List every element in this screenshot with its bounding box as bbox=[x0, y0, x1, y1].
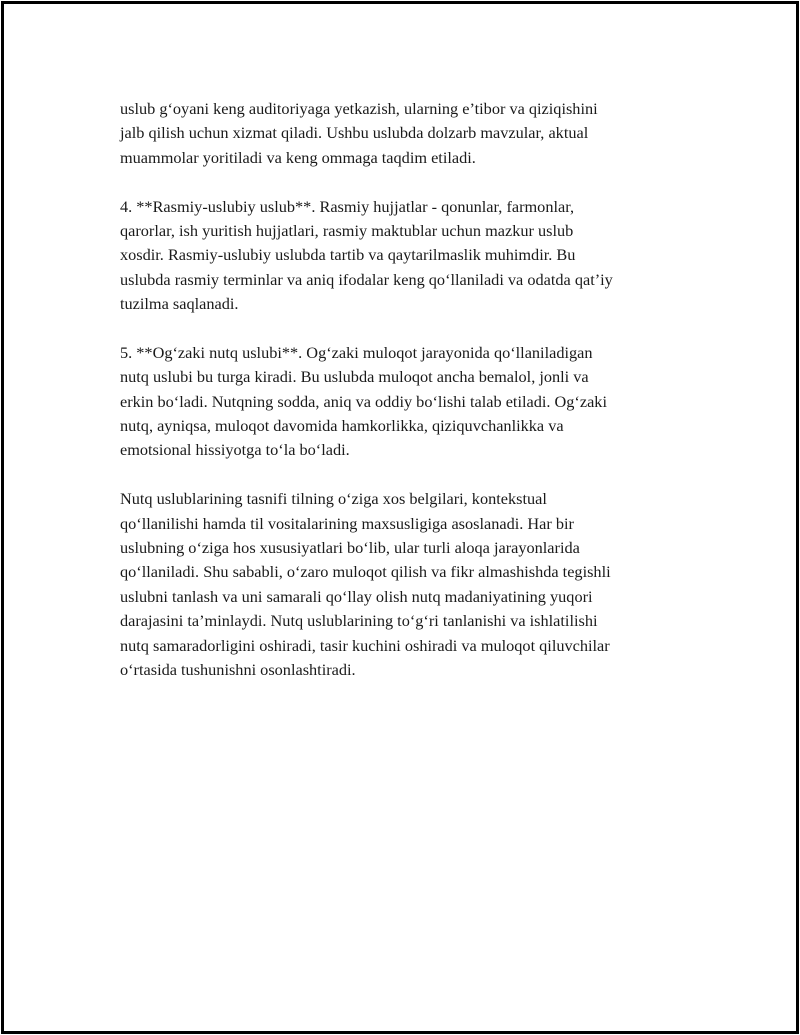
text-line: muammolar yoritiladi va keng ommaga taqdim etiladi. bbox=[120, 147, 476, 167]
document-body bbox=[120, 97, 690, 707]
text-line: nutq, ayniqsa, muloqot davomida hamkorlikka, qiziquvchanlikka va bbox=[120, 416, 564, 436]
paragraph-item-4 bbox=[120, 195, 690, 317]
text-line: nutq uslubi bu turga kiradi. Bu uslubda muloqot ancha bemalol, jonli va bbox=[120, 367, 589, 387]
text-line: tuzilma saqlanadi. bbox=[120, 294, 239, 314]
text-line: qarorlar, ish yuritish hujjatlari, rasmiy maktublar uchun mazkur uslub bbox=[120, 220, 574, 240]
text-line: erkin bo‘ladi. Nutqning sodda, aniq va oddiy bo‘lishi talab etiladi. Og‘zaki bbox=[120, 391, 607, 411]
text-line: uslubni tanlash va uni samarali qo‘llay olish nutq madaniyatining yuqori bbox=[120, 586, 593, 606]
text-line: uslubning o‘ziga hos xususiyatlari bo‘lib, ular turli aloqa jarayonlarida bbox=[120, 538, 580, 558]
text-line: qo‘llaniladi. Shu sababli, o‘zaro muloqot qilish va fikr almashishda tegishli bbox=[120, 562, 611, 582]
paragraph-item-5 bbox=[120, 341, 690, 463]
text-line: qo‘llanilishi hamda til vositalarining maxsusligiga asoslanadi. Har bir bbox=[120, 513, 574, 533]
text-line: o‘rtasida tushunishni osonlashtiradi. bbox=[120, 659, 356, 679]
text-line: nutq samaradorligini oshiradi, tasir kuchini oshiradi va muloqot qiluvchilar bbox=[120, 635, 610, 655]
text-line: xosdir. Rasmiy-uslubiy uslubda tartib va qaytarilmaslik muhimdir. Bu bbox=[120, 245, 576, 265]
text-line: darajasini ta’minlaydi. Nutq uslublarining to‘g‘ri tanlanishi va ishlatilishi bbox=[120, 611, 598, 631]
text-line: Nutq uslublarining tasnifi tilning o‘ziga xos belgilari, kontekstual bbox=[120, 489, 547, 509]
text-line: 4. **Rasmiy-uslubiy uslub**. Rasmiy hujjatlar - qonunlar, farmonlar, bbox=[120, 196, 575, 216]
document-page bbox=[1, 1, 799, 1034]
text-line: uslub g‘oyani keng auditoriyaga yetkazish, ularning e’tibor va qiziqishini bbox=[120, 99, 598, 118]
text-line: 5. **Og‘zaki nutq uslubi**. Og‘zaki muloqot jarayonida qo‘llaniladigan bbox=[120, 342, 593, 362]
paragraph-intro bbox=[120, 97, 690, 170]
text-line: uslubda rasmiy terminlar va aniq ifodalar keng qo‘llaniladi va odatda qat’iy bbox=[120, 269, 613, 289]
text-line: jalb qilish uchun xizmat qiladi. Ushbu uslubda dolzarb mavzular, aktual bbox=[120, 123, 589, 143]
paragraph-conclusion bbox=[120, 487, 690, 682]
text-line: emotsional hissiyotga to‘la bo‘ladi. bbox=[120, 440, 350, 460]
